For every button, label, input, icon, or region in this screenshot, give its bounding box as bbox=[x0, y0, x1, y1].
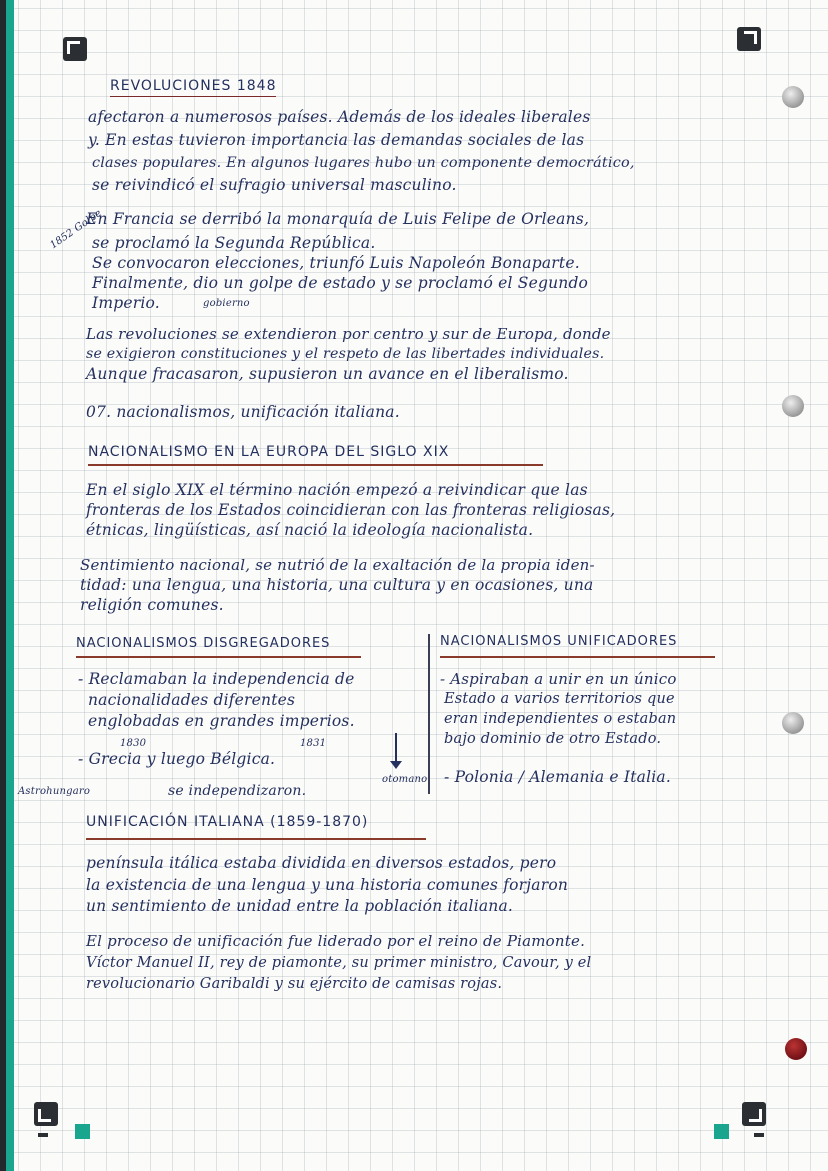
text-line: - Grecia y luego Bélgica. bbox=[78, 750, 276, 768]
year-note: 1830 bbox=[120, 738, 147, 749]
text-line: se proclamó la Segunda República. bbox=[92, 234, 376, 252]
text-line: religión comunes. bbox=[80, 596, 224, 614]
section-title-unificacion: UNIFICACIÓN ITALIANA (1859-1870) bbox=[86, 814, 369, 830]
margin-note: 1852 Golpe bbox=[48, 207, 104, 252]
text-line: revolucionario Garibaldi y su ejército de camisas rojas. bbox=[86, 976, 503, 992]
text-line: - Aspiraban a unir en un único bbox=[440, 670, 677, 688]
text-line: clases populares. En algunos lugares hubo un componente democrático, bbox=[92, 155, 635, 171]
topic-line bbox=[86, 405, 400, 421]
corner-mark-icon bbox=[63, 37, 87, 61]
title-underline bbox=[88, 464, 543, 466]
corner-mark-icon bbox=[737, 27, 761, 51]
text-line: Las revoluciones se extendieron por centro y sur de Europa, donde bbox=[86, 325, 611, 343]
dark-edge-strip bbox=[0, 0, 6, 1171]
text-line: Víctor Manuel II, rey de piamonte, su primer ministro, Cavour, y el bbox=[86, 955, 592, 971]
column-divider bbox=[428, 634, 430, 794]
text-line: península itálica estaba dividida en diversos estados, pero bbox=[86, 854, 557, 872]
text-line: étnicas, lingüísticas, así nació la ideología nacionalista. bbox=[86, 521, 534, 539]
text-line: Sentimiento nacional, se nutrió de la exaltación de la propia iden- bbox=[80, 556, 595, 574]
arrow-down-icon bbox=[395, 733, 397, 763]
column-title-disgregadores: NACIONALISMOS DISGREGADORES bbox=[76, 636, 331, 651]
text-line: - Polonia / Alemania e Italia. bbox=[444, 768, 671, 786]
column-title-unificadores: NACIONALISMOS UNIFICADORES bbox=[440, 634, 678, 649]
text-line: Estado a varios territorios que bbox=[444, 691, 675, 707]
text-line: se exigieron constituciones y el respeto de las libertades individuales. bbox=[86, 346, 605, 362]
text-line: la existencia de una lengua y una historia comunes forjaron bbox=[86, 876, 569, 894]
text-line: se reivindicó el sufragio universal masculino. bbox=[92, 176, 457, 194]
text-line: Se convocaron elecciones, triunfó Luis Napoleón Bonaparte. bbox=[92, 254, 580, 272]
text-line: se independizaron. bbox=[168, 783, 307, 799]
binder-hole-icon bbox=[782, 86, 804, 108]
side-note: otomano bbox=[382, 774, 428, 785]
year-note: 1831 bbox=[300, 738, 327, 749]
text-line: eran independientes o estaban bbox=[444, 711, 677, 727]
corner-mark-icon bbox=[742, 1102, 766, 1126]
inline-note: gobierno bbox=[203, 298, 250, 309]
title-underline bbox=[440, 656, 715, 658]
text-line: afectaron a numerosos países. Además de los ideales liberales bbox=[88, 108, 591, 126]
dash-mark-icon bbox=[38, 1133, 48, 1137]
section-title-nacionalismo: NACIONALISMO EN LA EUROPA DEL SIGLO XIX bbox=[88, 444, 450, 460]
text-line: El proceso de unificación fue liderado por el reino de Piamonte. bbox=[86, 932, 586, 950]
binder-hole-icon bbox=[782, 395, 804, 417]
text-line: - Reclamaban la independencia de bbox=[78, 670, 355, 688]
text-line: En el siglo XIX el término nación empezó a reivindicar que las bbox=[86, 481, 588, 499]
title-underline bbox=[86, 838, 426, 840]
text-line: un sentimiento de unidad entre la población italiana. bbox=[86, 897, 514, 915]
title-underline bbox=[76, 656, 361, 658]
teal-square-icon bbox=[714, 1124, 729, 1139]
text-line: y. En estas tuvieron importancia las demandas sociales de las bbox=[88, 131, 585, 149]
text-line: englobadas en grandes imperios. bbox=[88, 712, 355, 730]
corner-mark-icon bbox=[34, 1102, 58, 1126]
text-line: Imperio. bbox=[92, 294, 160, 312]
text-line: fronteras de los Estados coincidieran con las fronteras religiosas, bbox=[86, 501, 616, 519]
text-line: nacionalidades diferentes bbox=[88, 691, 296, 709]
binder-hole-icon bbox=[782, 712, 804, 734]
topic-text: 07. nacionalismos, unificación italiana. bbox=[86, 403, 400, 421]
text-line: Finalmente, dio un golpe de estado y se proclamó el Segundo bbox=[92, 274, 589, 292]
text-line: bajo dominio de otro Estado. bbox=[444, 731, 662, 747]
margin-note: Astrohungaro bbox=[18, 786, 91, 797]
text-line: En Francia se derribó la monarquía de Luis Felipe de Orleans, bbox=[86, 210, 590, 228]
binder-hole-icon bbox=[785, 1038, 807, 1060]
text-line: Aunque fracasaron, supusieron un avance en el liberalismo. bbox=[86, 365, 569, 383]
section-title-revoluciones: REVOLUCIONES 1848 bbox=[110, 78, 276, 97]
teal-square-icon bbox=[75, 1124, 90, 1139]
dash-mark-icon bbox=[754, 1133, 764, 1137]
text-line: tidad: una lengua, una historia, una cultura y en ocasiones, una bbox=[80, 576, 594, 594]
